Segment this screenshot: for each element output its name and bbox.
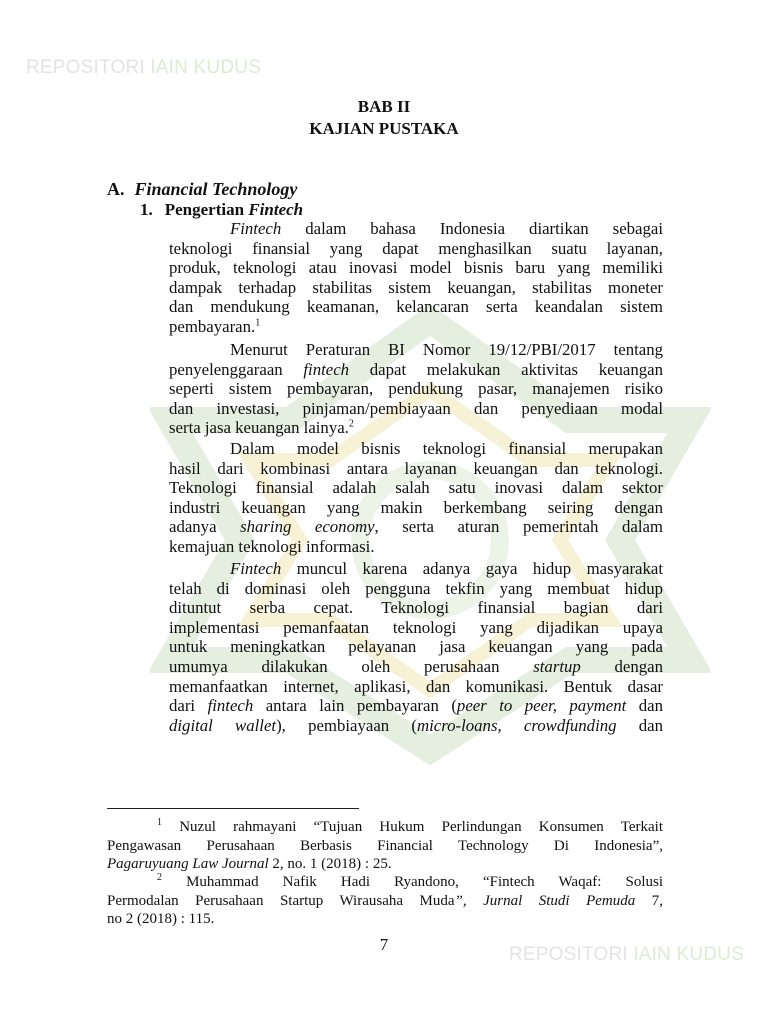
section-heading-a xyxy=(107,179,297,200)
section-marker: A. xyxy=(107,179,125,199)
paragraph-2: Menurut Peraturan BI Nomor 19/12/PBI/2017 tentang penyelenggaraan fintech dapat melakukan aktivitas keuangan seperti sistem pembayaran, pendukung pasar, manajemen risiko dan investasi, pinjaman/pembiayaan dan penyediaan modal serta jasa keuangan lainya.$^2$ xyxy=(169,340,664,438)
chapter-number: BAB II xyxy=(357,97,411,116)
paragraph-4: Fintech muncul karena adanya gaya hidup masyarakat telah di dominasi oleh pengguna tekfin yang membuat hidup dituntut serba cepat. Teknologi finansial bagian dari implementasi pemanfaatan teknologi yang dijadikan upaya untuk meningkatkan pelayanan jasa keuangan yang pada umumya dilakukan oleh perusahaan startup dengan memanfaatkan internet, aplikasi, dan komunikasi. Bentuk dasar dari fintech antara lain pembayaran (peer to peer, payment dan digital wallet), pembiayaan (micro-loans, crowdfunding dan xyxy=(169,559,663,735)
footnote-separator xyxy=(107,808,359,809)
footnote-2: $^2$ Muhammad Nafik Hadi Ryandono, “Fintech Waqaf: Solusi Permodalan Perusahaan Startup Wirausaha Muda”, Jurnal Studi Pemuda 7, no 2 (2018) : 115. xyxy=(107,872,663,927)
subsection-title-italic: Fintech xyxy=(248,200,304,219)
page-number: 7 xyxy=(379,935,389,954)
footnote-ref-2[interactable]: 2 xyxy=(348,418,354,430)
paragraph-1: Fintech dalam bahasa Indonesia diartikan sebagai teknologi finansial yang dapat menghasilkan suatu layanan, produk, teknologi atau inovasi model bisnis baru yang memiliki dampak terhadap stabilitas sistem keuangan, stabilitas moneter dan mendukung keamanan, kelancaran serta keandalan sistem pembayaran.$^1$ xyxy=(169,219,663,336)
footnote-number-1: 1 xyxy=(157,817,162,828)
repository-watermark-bottom: REPOSITORI IAIN KUDUS xyxy=(509,944,745,965)
subsection-title: Pengertian xyxy=(164,200,249,219)
repository-watermark-top: REPOSITORI IAIN KUDUS xyxy=(26,57,262,78)
footnote-1: $^1$ Nuzul rahmayani “Tujuan Hukum Perlindungan Konsumen Terkait Pengawasan Perusahaan Berbasis Financial Technology Di Indonesia”, Pagaruyuang Law Journal 2, no. 1 (2018) : 25. xyxy=(107,817,663,872)
footnote-ref-1[interactable]: 1 xyxy=(255,317,261,329)
subsection-heading-1 xyxy=(140,200,303,220)
chapter-title: KAJIAN PUSTAKA xyxy=(309,119,459,138)
footnote-number-2: 2 xyxy=(157,872,162,883)
section-title: Financial Technology xyxy=(134,179,298,199)
subsection-marker: 1. xyxy=(140,200,153,219)
paragraph-3: Dalam model bisnis teknologi finansial merupakan hasil dari kombinasi antara layanan keuangan dan teknologi. Teknologi finansial adalah salah satu inovasi dalam sektor industri keuangan yang makin berkembang seiring dengan adanya sharing economy, serta aturan pemerintah dalam kemajuan teknologi informasi. xyxy=(169,439,663,556)
